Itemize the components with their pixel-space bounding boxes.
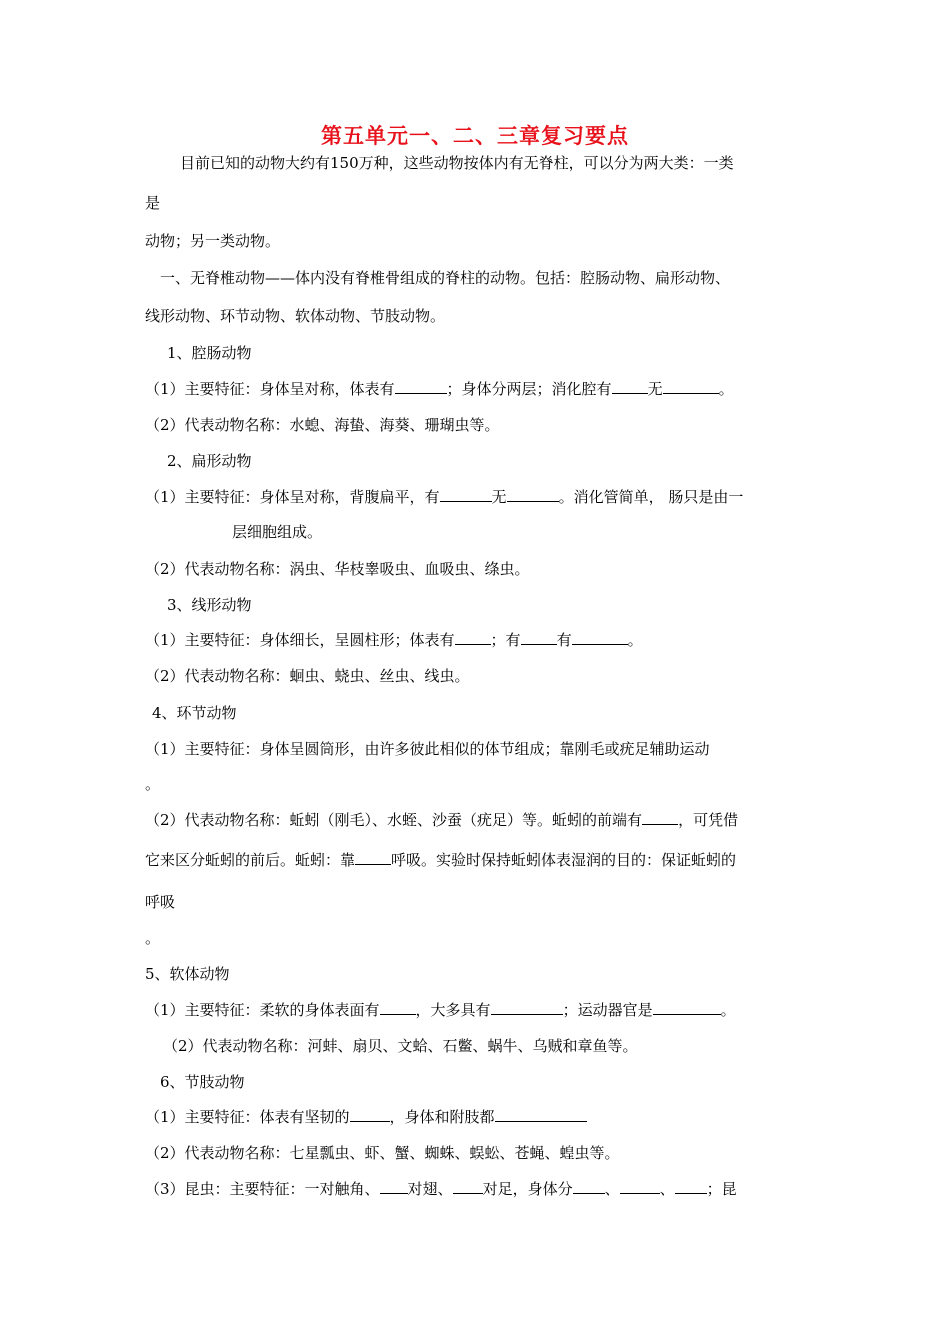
- section-heading-line-2: 线形动物、环节动物、软体动物、节肢动物。: [145, 307, 446, 325]
- representative-line-flatworms: （2）代表动物名称：涡虫、华枝睾吸虫、血吸虫、绦虫。: [145, 560, 530, 578]
- subsection-title-coelenterata: 1、腔肠动物: [167, 344, 252, 362]
- fill-blank[interactable]: [380, 1179, 408, 1194]
- representative-line-roundworms: （2）代表动物名称：蛔虫、蛲虫、丝虫、线虫。: [145, 667, 470, 685]
- intro-line-1: 目前已知的动物大约有150万种，这些动物按体内有无脊柱，可以分为两大类：一类: [180, 154, 734, 172]
- feature-text: ；身体分两层；消化腔有: [446, 380, 612, 398]
- representative-line-molluscs: （2）代表动物名称：河蚌、扇贝、文蛤、石鳖、蜗牛、乌贼和章鱼等。: [163, 1037, 638, 1055]
- feature-text: 有: [556, 631, 572, 649]
- representative-line-coelenterata: （2）代表动物名称：水螅、海蛰、海葵、珊瑚虫等。: [145, 416, 500, 434]
- fill-blank[interactable]: [380, 1000, 416, 1015]
- intro-line-2: 是: [145, 194, 161, 212]
- feature-line-annelids: （1）主要特征：身体呈圆筒形，由许多彼此相似的体节组成；靠刚毛或疣足辅助运动: [145, 740, 710, 758]
- fill-blank[interactable]: [653, 1000, 721, 1015]
- feature-line-molluscs: [145, 1000, 736, 1020]
- feature-text: ；有: [490, 631, 521, 649]
- representative-line-annelids-1: [145, 810, 738, 830]
- fill-blank[interactable]: [521, 630, 557, 645]
- insect-feature-line: [145, 1179, 737, 1199]
- representative-line-annelids-4: 。: [145, 929, 161, 947]
- insect-text: 、: [604, 1180, 620, 1198]
- feature-text: ，身体和附肢都: [389, 1108, 495, 1126]
- representative-line-annelids-3: 呼吸: [145, 893, 176, 911]
- fill-blank[interactable]: [355, 850, 391, 865]
- subsection-title-flatworms: 2、扁形动物: [167, 452, 252, 470]
- feature-line-flatworms: [145, 487, 743, 507]
- feature-text: 无: [647, 380, 663, 398]
- feature-text: （1）主要特征：柔软的身体表面有: [145, 1001, 380, 1019]
- page-title: 第五单元一、二、三章复习要点: [321, 123, 629, 148]
- insect-text: （3）昆虫：主要特征：一对触角、: [145, 1180, 380, 1198]
- fill-blank[interactable]: [507, 487, 559, 502]
- representative-text: 呼吸。实验时保持蚯蚓体表湿润的目的：保证蚯蚓的: [391, 851, 737, 869]
- feature-text: ；运动器官是: [562, 1001, 653, 1019]
- fill-blank[interactable]: [495, 1107, 587, 1122]
- feature-text: 。: [627, 631, 643, 649]
- fill-blank[interactable]: [455, 630, 491, 645]
- fill-blank[interactable]: [612, 379, 648, 394]
- representative-line-arthropods: （2）代表动物名称：七星瓢虫、虾、蟹、蜘蛛、蜈蚣、苍蝇、蝗虫等。: [145, 1144, 620, 1162]
- feature-line-roundworms: [145, 630, 643, 650]
- subsection-title-annelids: 4、环节动物: [152, 704, 237, 722]
- feature-line-flatworms-cont: 层细胞组成。: [232, 523, 323, 541]
- feature-text: （1）主要特征：体表有坚韧的: [145, 1108, 350, 1126]
- subsection-title-roundworms: 3、线形动物: [167, 596, 252, 614]
- fill-blank[interactable]: [453, 1179, 483, 1194]
- fill-blank[interactable]: [350, 1107, 390, 1122]
- feature-line-annelids-end: 。: [145, 775, 161, 793]
- fill-blank[interactable]: [675, 1179, 707, 1194]
- fill-blank[interactable]: [663, 379, 719, 394]
- representative-text: 它来区分蚯蚓的前后。蚯蚓：靠: [145, 851, 356, 869]
- fill-blank[interactable]: [572, 630, 628, 645]
- insect-text: ；昆: [706, 1180, 737, 1198]
- feature-text: 无: [491, 488, 507, 506]
- feature-text: ，大多具有: [415, 1001, 491, 1019]
- section-heading-line-1: 一、无脊椎动物——体内没有脊椎骨组成的脊柱的动物。包括：腔肠动物、扁形动物、: [160, 269, 731, 287]
- intro-line-3: 动物；另一类动物。: [145, 232, 281, 250]
- feature-text: （1）主要特征：身体呈对称，体表有: [145, 380, 395, 398]
- feature-text: （1）主要特征：身体呈对称，背腹扁平，有: [145, 488, 440, 506]
- insect-text: 、: [659, 1180, 675, 1198]
- feature-line-coelenterata: [145, 379, 734, 399]
- fill-blank[interactable]: [491, 1000, 563, 1015]
- fill-blank[interactable]: [440, 487, 492, 502]
- fill-blank[interactable]: [642, 810, 678, 825]
- feature-text: 。消化管简单， 肠只是由一: [558, 488, 744, 506]
- representative-line-annelids-2: [145, 850, 736, 870]
- subsection-title-arthropods: 6、节肢动物: [160, 1073, 245, 1091]
- fill-blank[interactable]: [573, 1179, 605, 1194]
- fill-blank[interactable]: [620, 1179, 660, 1194]
- representative-text: ，可凭借: [678, 811, 739, 829]
- representative-text: （2）代表动物名称：蚯蚓（刚毛）、水蛭、沙蚕（疣足）等。蚯蚓的前端有: [145, 811, 643, 829]
- feature-text: （1）主要特征：身体细长，呈圆柱形；体表有: [145, 631, 455, 649]
- fill-blank[interactable]: [395, 379, 447, 394]
- feature-text: 。: [718, 380, 734, 398]
- insect-text: 对翅、: [407, 1180, 453, 1198]
- feature-line-arthropods: [145, 1107, 587, 1127]
- insect-text: 对足，身体分: [482, 1180, 573, 1198]
- feature-text: 。: [720, 1001, 736, 1019]
- subsection-title-molluscs: 5、软体动物: [145, 965, 230, 983]
